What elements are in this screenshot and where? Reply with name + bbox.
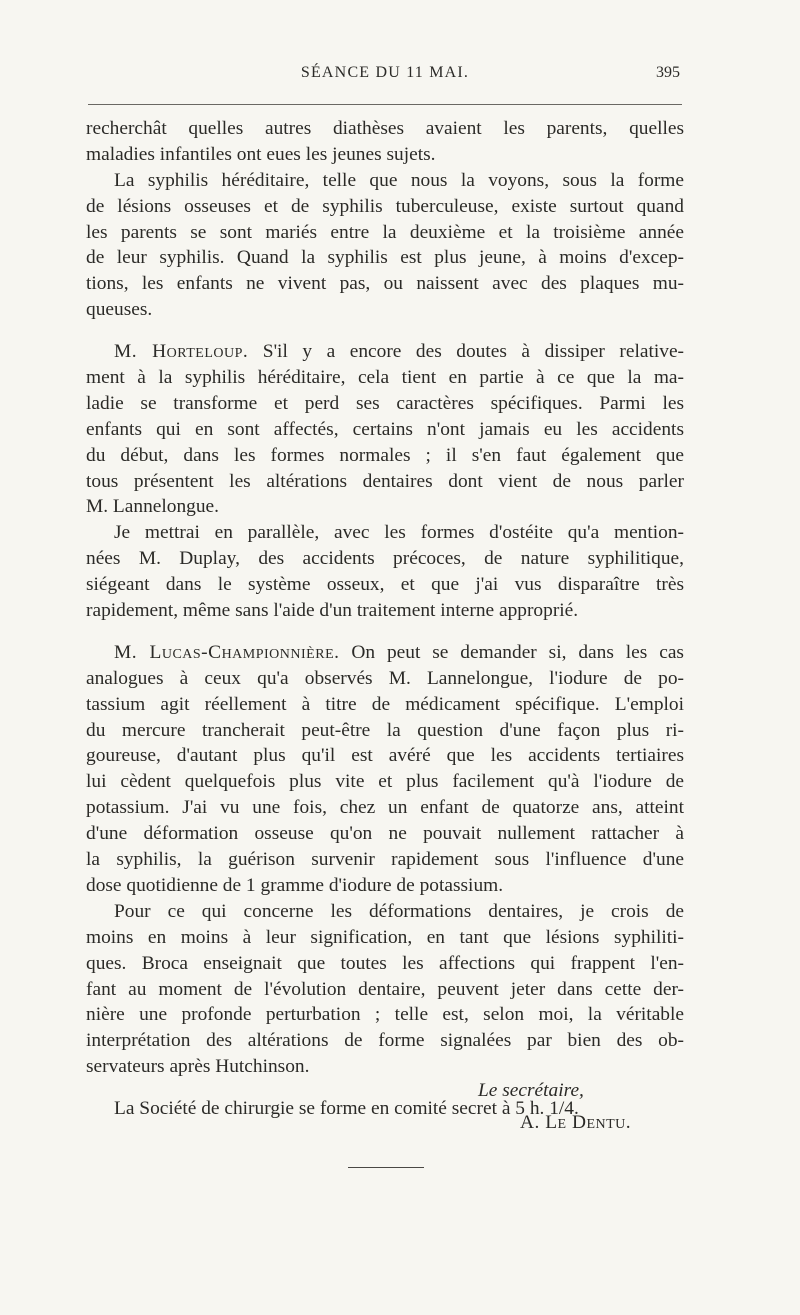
text-line: les parents se sont mariés entre la deuxième et la troisième année: [86, 221, 684, 243]
text-line: maladies infantiles ont eues les jeunes sujets.: [86, 143, 436, 165]
paragraph-gap: [86, 323, 684, 339]
text-line: ladie se transforme et perd ses caractères spécifiques. Parmi les: [86, 392, 684, 414]
end-rule: [348, 1167, 424, 1168]
text-line: servateurs après Hutchinson.: [86, 1056, 310, 1078]
text-line: La syphilis héréditaire, telle que nous la voyons, sous la forme: [114, 169, 684, 191]
header-rule: [88, 104, 682, 105]
text-line: ment à la syphilis héréditaire, cela tient en partie à ce que la ma-: [86, 367, 684, 389]
text-line: rapidement, même sans l'aide d'un traitement interne approprié.: [86, 600, 579, 622]
text-line: tions, les enfants ne vivent pas, ou naissent avec des plaques mu-: [86, 273, 684, 295]
text-line: siégeant dans le système osseux, et que j'ai vus disparaître très: [86, 574, 684, 596]
speaker-line: [86, 339, 684, 365]
speaker-line: [86, 640, 684, 666]
text-line: Pour ce qui concerne les déformations dentaires, je crois de: [114, 900, 684, 922]
text-line: nées M. Duplay, des accidents précoces, de nature syphilitique,: [86, 548, 684, 570]
text-line: du début, dans les formes normales ; il s'en faut également que: [86, 444, 684, 466]
text-line: du mercure trancherait peut-être la question d'une façon plus ri-: [86, 719, 684, 741]
paragraph-gap: [86, 1080, 684, 1096]
text-line: M. Lannelongue.: [86, 496, 220, 518]
text-fragment: S'il y a encore des doutes à dissiper relative-: [262, 341, 685, 363]
text-line: de lésions osseuses et de syphilis tuberculeuse, existe surtout quand: [86, 195, 684, 217]
running-title: SÉANCE DU 11 MAI.: [300, 64, 470, 81]
text-line: goureuse, d'autant plus qu'il est avéré que les accidents tertiaires: [86, 745, 684, 767]
signature-role: Le secrétaire,: [478, 1080, 584, 1101]
text-fragment: On peut se demander si, dans les cas: [351, 641, 684, 663]
text-line: recherchât quelles autres diathèses avaient les parents, quelles: [86, 118, 684, 139]
text-line: analogues à ceux qu'a observés M. Lannelongue, l'iodure de po-: [86, 667, 684, 689]
text-line: la syphilis, la guérison survenir rapidement sous l'influence d'une: [86, 849, 684, 871]
text-line: dose quotidienne de 1 gramme d'iodure de potassium.: [86, 874, 504, 896]
text-line: tous présentent les altérations dentaires dont vient de nous parler: [86, 470, 684, 492]
text-line: enfants qui en sont affectés, certains n'ont jamais eu les accidents: [86, 418, 684, 440]
text-line: lui cèdent quelquefois plus vite et plus facilement qu'à l'iodure de: [86, 771, 684, 793]
text-line: fant au moment de l'évolution dentaire, peuvent jeter dans cette der-: [86, 978, 684, 1000]
text-line: nière une profonde perturbation ; telle est, selon moi, la véritable: [86, 1004, 684, 1026]
text-line: queuses.: [86, 299, 153, 321]
paragraph-gap: [86, 624, 684, 640]
text-line: de leur syphilis. Quand la syphilis est plus jeune, à moins d'excep-: [86, 247, 684, 269]
page-header: [88, 62, 682, 90]
closing-line: La Société de chirurgie se forme en comité secret à 5 h. 1/4.: [114, 1098, 579, 1120]
signature-name: A. Le Dentu.: [520, 1112, 632, 1133]
body-text: [86, 116, 684, 1122]
text-line: tassium agit réellement à titre de médicament spécifique. L'emploi: [86, 693, 684, 715]
text-line: Je mettrai en parallèle, avec les formes d'ostéite qu'a mention-: [114, 522, 684, 544]
speaker-name: M. Horteloup.: [114, 341, 249, 363]
text-line: interprétation des altérations de forme signalées par bien des ob-: [86, 1030, 684, 1052]
speaker-name: M. Lucas-Championnière.: [114, 641, 340, 663]
text-line: moins en moins à leur signification, en tant que lésions syphiliti-: [86, 926, 684, 948]
text-line: ques. Broca enseignait que toutes les affections qui frappent l'en-: [86, 952, 684, 974]
text-line: d'une déformation osseuse qu'on ne pouvait nullement rattacher à: [86, 823, 684, 845]
page-number: 395: [656, 64, 680, 81]
text-line: potassium. J'ai vu une fois, chez un enfant de quatorze ans, atteint: [86, 797, 684, 819]
